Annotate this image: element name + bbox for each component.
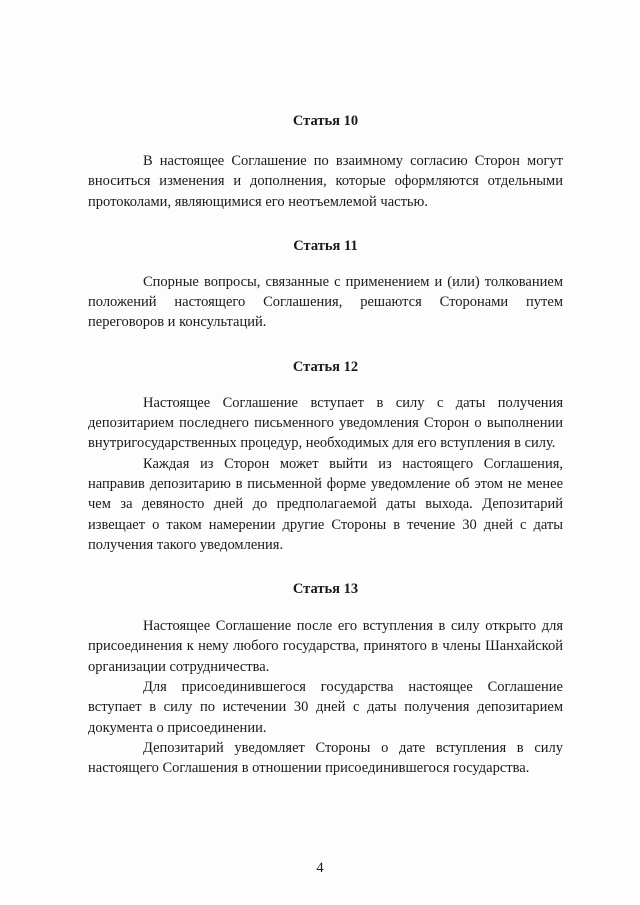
article-title: Статья 13	[292, 581, 359, 598]
article-11	[88, 236, 563, 333]
article-12	[88, 357, 563, 555]
page-number: 4	[316, 860, 324, 876]
article-title: Статья 11	[293, 237, 358, 254]
article-paragraph: Настоящее Соглашение вступает в силу с даты получения депозитарием последнего письменного уведомления Сторон о выполнении внутригосударственных процедур, необходимых для его вступления в силу.	[88, 394, 563, 452]
article-title: Статья 12	[292, 358, 359, 375]
article-title: Статья 10	[292, 113, 359, 129]
document-body	[88, 111, 563, 803]
article-paragraph: Для присоединившегося государства настоящее Соглашение вступает в силу по истечении 30 дней с даты получения депозитарием документа о присоединении.	[88, 679, 563, 736]
article-13	[88, 579, 563, 778]
article-paragraph: В настоящее Соглашение по взаимному согласию Сторон могут вноситься изменения и дополнения, которые оформляются отдельными протоколами, являющимися его неотъемлемой частью.	[88, 153, 563, 210]
article-paragraph: Настоящее Соглашение после его вступления в силу открыто для присоединения к нему любого государства, принятого в члены Шанхайской организации сотрудничества.	[88, 618, 563, 675]
article-paragraph: Каждая из Сторон может выйти из настоящего Соглашения, направив депозитарию в письменной форме уведомление об этом не менее чем за девяносто дней до предполагаемой даты выхода. Депозитарий извещает о таком намерении другие Стороны в течение 30 дней с даты получения такого уведомления.	[88, 455, 563, 553]
article-10	[88, 111, 563, 212]
article-paragraph: Депозитарий уведомляет Стороны о дате вступления в силу настоящего Соглашения в отношении присоединившегося государства.	[88, 739, 563, 777]
article-paragraph: Спорные вопросы, связанные с применением и (или) толкованием положений настоящего Соглашения, решаются Сторонами путем переговоров и консультаций.	[88, 273, 563, 331]
